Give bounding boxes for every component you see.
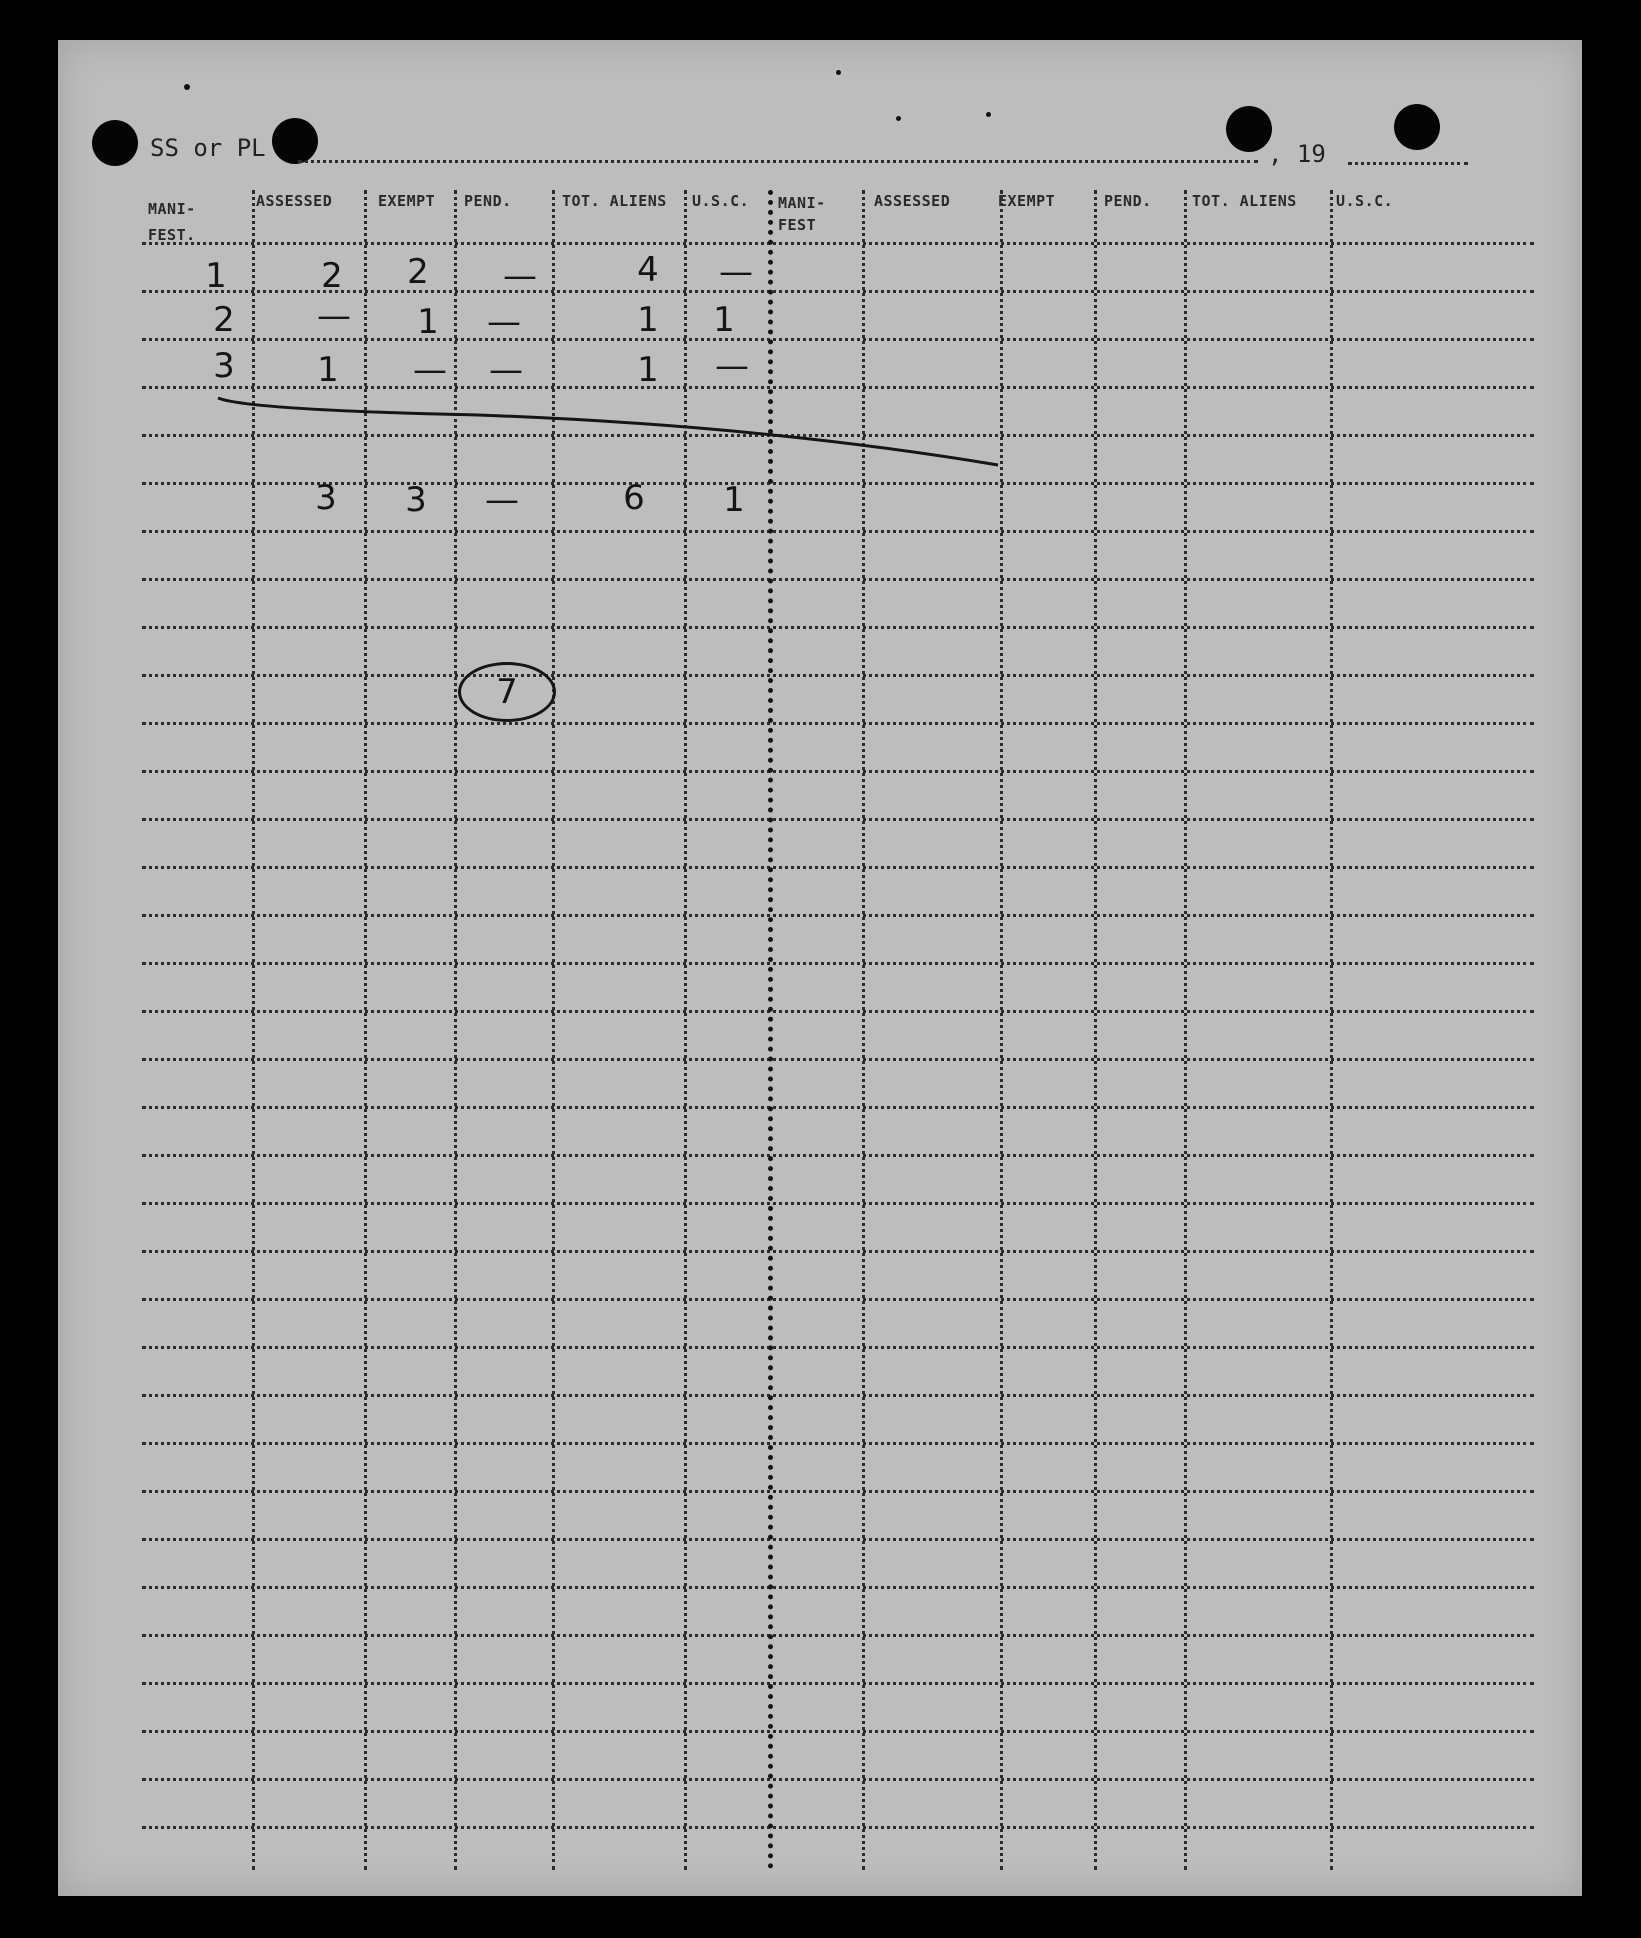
- grid-row-line: [142, 962, 1534, 965]
- grid-row-line: [142, 1682, 1534, 1685]
- speck: [986, 112, 991, 117]
- grid-row-line: [142, 1058, 1534, 1061]
- grid-row-line: [142, 1490, 1534, 1493]
- entry-manifest: 1: [205, 256, 227, 296]
- entry-tot-aliens: 1: [637, 300, 659, 340]
- header-pend-right: PEND.: [1104, 192, 1152, 210]
- entry-usc: —: [719, 252, 753, 292]
- grid-row-line: [142, 674, 1534, 677]
- total-pend: —: [485, 480, 519, 520]
- header-tot-aliens-right: TOT. ALIENS: [1192, 192, 1297, 210]
- grid-row-line: [142, 578, 1534, 581]
- grid-row-line: [142, 1202, 1534, 1205]
- grid-row-line: [142, 1346, 1534, 1349]
- grid-row-line: [142, 866, 1534, 869]
- grid-row-line: [142, 1154, 1534, 1157]
- header-manifest: MANI- FEST.: [148, 200, 196, 244]
- grid-row-line: [142, 626, 1534, 629]
- header-manifest-right: MANI- FEST: [778, 194, 826, 234]
- entry-usc: —: [715, 346, 749, 386]
- header-exempt-right: EXEMPT: [998, 192, 1056, 210]
- total-usc: 1: [723, 480, 745, 520]
- speck: [896, 116, 901, 121]
- entry-assessed: 1: [317, 350, 339, 390]
- entry-manifest: 2: [213, 300, 235, 340]
- speck: [836, 70, 841, 75]
- grid-row-line: [142, 1826, 1534, 1829]
- header-assessed: ASSESSED: [256, 192, 333, 210]
- grid-row-line: [142, 1778, 1534, 1781]
- grid-row-line: [142, 1394, 1534, 1397]
- grid-row-line: [142, 1730, 1534, 1733]
- entry-assessed: 2: [321, 256, 343, 296]
- grid-row-line: [142, 1586, 1534, 1589]
- entry-manifest: 3: [213, 346, 235, 386]
- grid-row-line: [142, 1106, 1534, 1109]
- total-assessed: 3: [315, 478, 337, 518]
- header-pend: PEND.: [464, 192, 512, 210]
- grid-row-line: [142, 1538, 1534, 1541]
- entry-assessed: —: [317, 296, 351, 336]
- header-tot-aliens: TOT. ALIENS: [562, 192, 667, 210]
- grid-row-line: [142, 1250, 1534, 1253]
- entry-tot-aliens: 4: [637, 250, 659, 290]
- entry-tot-aliens: 1: [637, 350, 659, 390]
- grid-row-line: [142, 1298, 1534, 1301]
- header-exempt: EXEMPT: [378, 192, 436, 210]
- grid-row-line: [142, 914, 1534, 917]
- total-underline: [58, 40, 1582, 540]
- header-usc-right: U.S.C.: [1336, 192, 1394, 210]
- year-label: , 19: [1268, 140, 1326, 168]
- grid-row-line: [142, 818, 1534, 821]
- grid-row-line: [142, 1634, 1534, 1637]
- entry-usc: 1: [713, 300, 735, 340]
- entry-exempt: —: [413, 350, 447, 390]
- header-usc: U.S.C.: [692, 192, 750, 210]
- grid-row-line: [142, 722, 1534, 725]
- total-exempt: 3: [405, 480, 427, 520]
- entry-exempt: 1: [417, 302, 439, 342]
- entry-exempt: 2: [407, 252, 429, 292]
- entry-pend: —: [489, 350, 523, 390]
- grid-row-line: [142, 1010, 1534, 1013]
- form-sheet: [58, 40, 1582, 1896]
- speck: [184, 84, 190, 90]
- grid-row-line: [142, 1442, 1534, 1445]
- header-assessed-right: ASSESSED: [874, 192, 951, 210]
- total-tot-aliens: 6: [623, 478, 645, 518]
- vessel-label: SS or PL: [150, 134, 266, 162]
- grid-row-line: [142, 770, 1534, 773]
- entry-pend: —: [487, 302, 521, 342]
- grand-total-circled: 7: [458, 662, 556, 722]
- entry-pend: —: [503, 256, 537, 296]
